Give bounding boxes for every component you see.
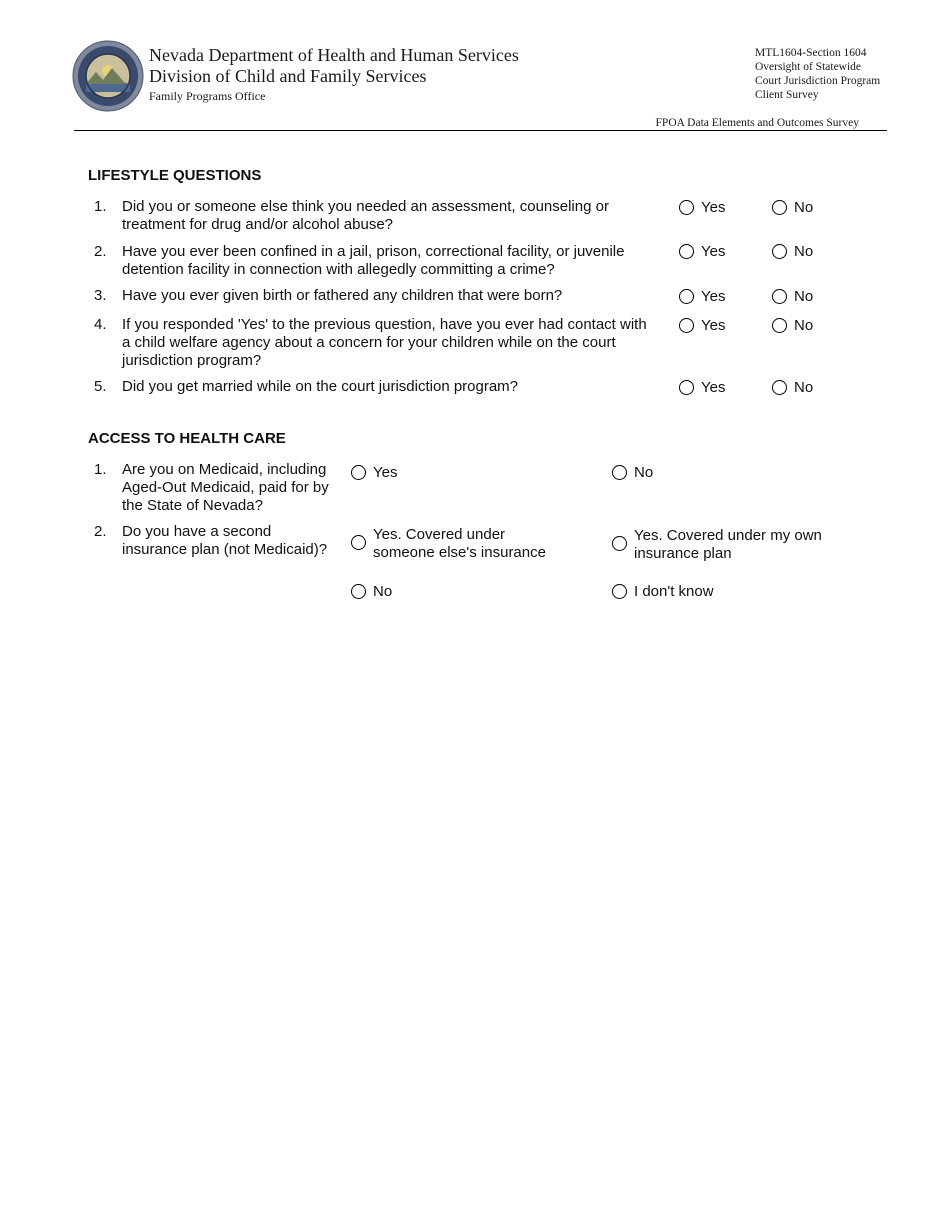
q4-no-radio[interactable] xyxy=(772,317,813,335)
option-label: No xyxy=(794,317,814,334)
option-label-line: someone else's insurance xyxy=(373,544,546,561)
hc2-yes-own-insurance-radio[interactable] xyxy=(612,527,822,563)
radio-circle[interactable] xyxy=(679,244,694,259)
question-text xyxy=(122,198,609,234)
question-number: 3. xyxy=(94,287,107,304)
division-name: Division of Child and Family Services xyxy=(149,66,427,86)
option-label: Yes xyxy=(373,464,398,481)
option-label: I don't know xyxy=(634,583,714,600)
option-label: No xyxy=(794,199,814,216)
option-label: Yes xyxy=(701,288,726,305)
doc-info-line: Oversight of Statewide xyxy=(755,61,862,73)
question-text-line: Have you ever been confined in a jail, prison, correctional facility, or juvenile xyxy=(122,243,625,260)
question-text-line: treatment for drug and/or alcohol abuse? xyxy=(122,216,394,233)
option-label: Yes xyxy=(701,379,726,396)
question-text xyxy=(122,243,625,279)
question-number: 2. xyxy=(94,243,107,260)
question-number: 1. xyxy=(94,461,107,478)
question-text xyxy=(122,523,327,559)
question-text-line: Are you on Medicaid, including xyxy=(122,461,327,478)
radio-circle[interactable] xyxy=(612,584,627,599)
radio-circle[interactable] xyxy=(772,289,787,304)
question-text-line: Did you or someone else think you needed an assessment, counseling or xyxy=(122,198,609,215)
doc-info-line: MTL1604-Section 1604 xyxy=(755,47,867,59)
option-label: No xyxy=(794,379,814,396)
question-number: 2. xyxy=(94,523,107,540)
office-name: Family Programs Office xyxy=(149,89,266,103)
question-text-line: a child welfare agency about a concern for your children while on the court xyxy=(122,334,616,351)
radio-circle[interactable] xyxy=(772,200,787,215)
q3-yes-radio[interactable] xyxy=(679,288,725,306)
hc2-dont-know-radio[interactable] xyxy=(612,583,714,601)
option-label: No xyxy=(794,288,814,305)
option-label: Yes xyxy=(701,243,726,260)
section-title-lifestyle: LIFESTYLE QUESTIONS xyxy=(88,167,262,184)
hc2-no-radio[interactable] xyxy=(351,583,392,601)
doc-info-line: Client Survey xyxy=(755,89,819,101)
radio-circle[interactable] xyxy=(679,200,694,215)
question-number: 4. xyxy=(94,316,107,333)
radio-circle[interactable] xyxy=(679,318,694,333)
section-title-health-care: ACCESS TO HEALTH CARE xyxy=(88,430,286,447)
q1-yes-radio[interactable] xyxy=(679,199,725,217)
org-name: Nevada Department of Health and Human Services xyxy=(149,45,519,65)
hc1-yes-radio[interactable] xyxy=(351,464,397,482)
radio-circle[interactable] xyxy=(351,535,366,550)
header-divider xyxy=(74,130,887,131)
q5-yes-radio[interactable] xyxy=(679,379,725,397)
question-text xyxy=(122,287,562,305)
question-text-line: Aged-Out Medicaid, paid for by xyxy=(122,479,329,496)
radio-circle[interactable] xyxy=(612,465,627,480)
question-text-line: Did you get married while on the court jurisdiction program? xyxy=(122,378,519,395)
option-label-line: insurance plan xyxy=(634,545,732,562)
option-label-line: Yes. Covered under my own xyxy=(634,527,822,544)
nevada-state-seal xyxy=(72,40,144,112)
question-text-line: jurisdiction program? xyxy=(122,352,262,369)
question-text-line: Have you ever given birth or fathered any children that were born? xyxy=(122,287,563,304)
option-label: No xyxy=(373,583,393,600)
question-text xyxy=(122,316,647,370)
question-text-line: insurance plan (not Medicaid)? xyxy=(122,541,328,558)
question-text-line: Do you have a second xyxy=(122,523,272,540)
question-number: 1. xyxy=(94,198,107,215)
radio-circle[interactable] xyxy=(351,465,366,480)
option-label: No xyxy=(794,243,814,260)
radio-circle[interactable] xyxy=(772,380,787,395)
q1-no-radio[interactable] xyxy=(772,199,813,217)
option-label: No xyxy=(634,464,654,481)
option-label: Yes xyxy=(701,317,726,334)
organization-block xyxy=(149,45,519,104)
q3-no-radio[interactable] xyxy=(772,288,813,306)
radio-circle[interactable] xyxy=(772,318,787,333)
survey-subtitle: FPOA Data Elements and Outcomes Survey xyxy=(655,117,859,129)
q2-yes-radio[interactable] xyxy=(679,243,725,261)
q4-yes-radio[interactable] xyxy=(679,317,725,335)
question-text xyxy=(122,378,518,396)
hc1-no-radio[interactable] xyxy=(612,464,653,482)
question-text-line: detention facility in connection with allegedly committing a crime? xyxy=(122,261,555,278)
question-number: 5. xyxy=(94,378,107,395)
option-label-line: Yes. Covered under xyxy=(373,526,506,543)
question-text-line: If you responded 'Yes' to the previous question, have you ever had contact with xyxy=(122,316,647,333)
doc-info-line: Court Jurisdiction Program xyxy=(755,75,881,87)
q5-no-radio[interactable] xyxy=(772,379,813,397)
hc2-yes-other-insurance-radio[interactable] xyxy=(351,526,546,562)
question-text xyxy=(122,461,329,515)
option-label xyxy=(373,526,546,562)
option-label xyxy=(634,527,822,563)
radio-circle[interactable] xyxy=(679,380,694,395)
document-info xyxy=(755,46,880,102)
option-label: Yes xyxy=(701,199,726,216)
q2-no-radio[interactable] xyxy=(772,243,813,261)
radio-circle[interactable] xyxy=(772,244,787,259)
radio-circle[interactable] xyxy=(679,289,694,304)
question-text-line: the State of Nevada? xyxy=(122,497,263,514)
radio-circle[interactable] xyxy=(612,536,627,551)
radio-circle[interactable] xyxy=(351,584,366,599)
